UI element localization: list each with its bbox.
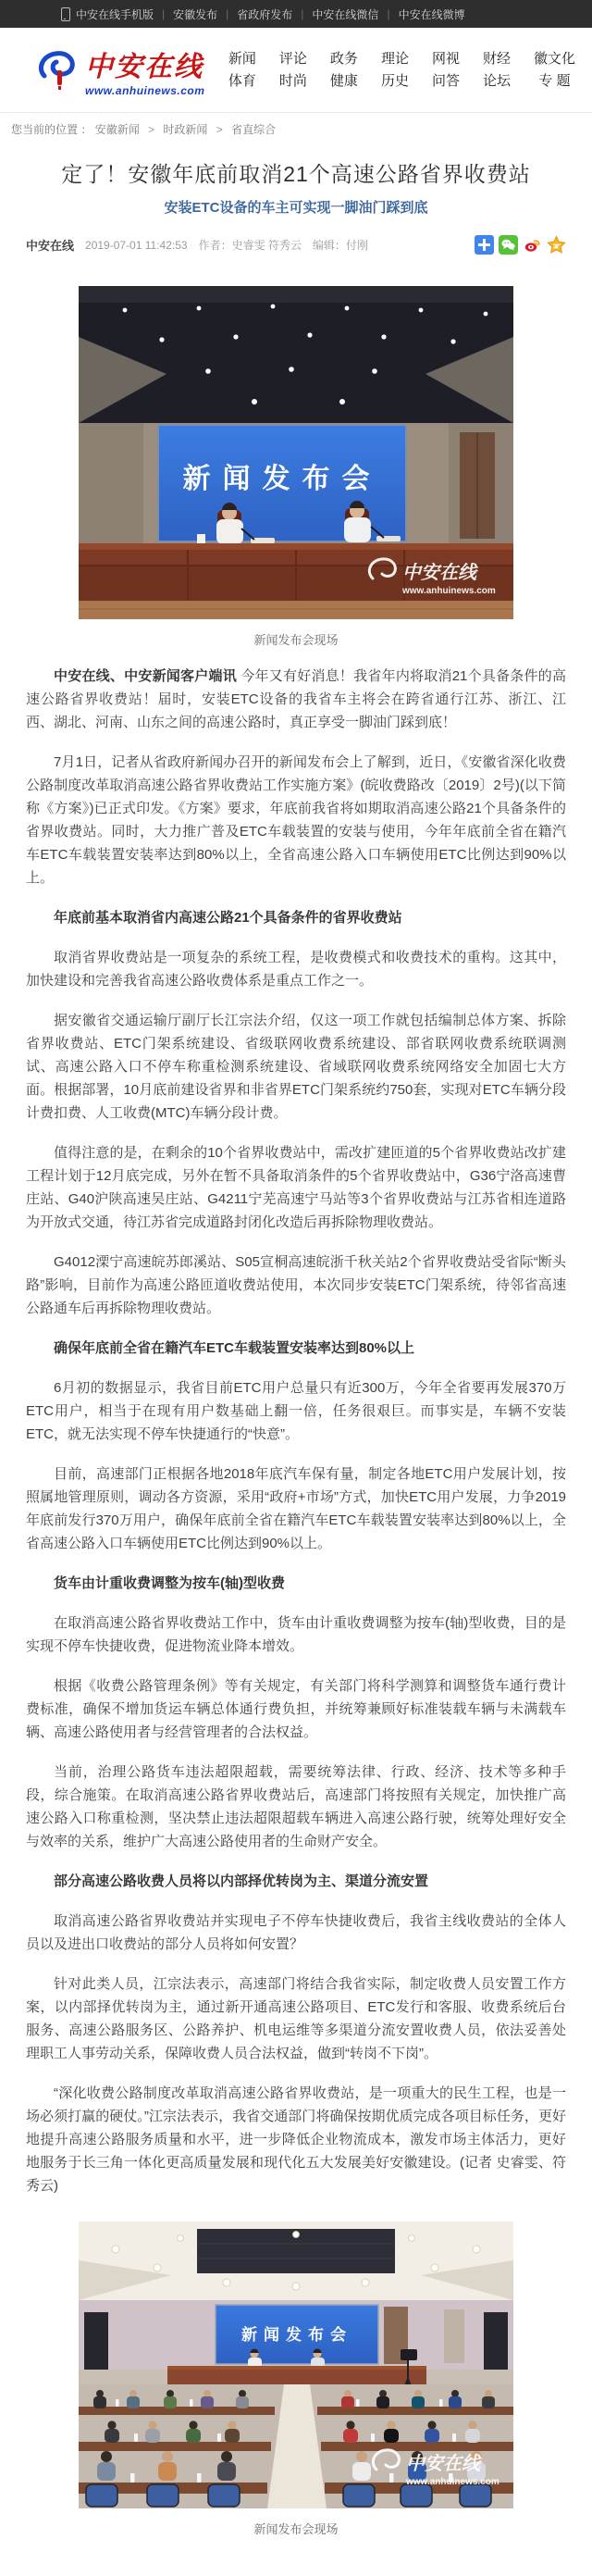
nav-item-finance-forum[interactable]: 财经 论坛 [482,51,511,89]
paragraph: 当前，治理公路货车违法超限超载，需要统筹法律、行政、经济、技术等多种手段，综合施策。在取消高速公路省界收费站后，高速部门将按照有关规定，加快推广高速公路入口称重检测，坚决禁止违法超限超载车辆进入高速公路行驶，统筹处理好安全与效率的关系，维护广大高速公路使用者的生命财产安全。 [26,1764,566,1849]
section-heading-2: 确保年底前全省在籍汽车ETC车载装置安装率达到80%以上 [54,1340,415,1356]
photo-caption-2: 新闻发布会现场 [253,2522,339,2536]
article-photo-press-conference-1 [79,286,513,619]
topbar-link-anhui-fabu[interactable]: 安徽发布 [173,7,218,21]
site-logo[interactable] [35,44,204,96]
paragraph: 针对此类人员，江宗法表示，高速部门将结合我省实际，制定收费人员安置工作方案，以内部择优转岗为主，通过新开通高速公路项目、ETC发行和客服、收费系统后台服务、高速公路服务区、公路养护、机电运维等多渠道分流安置收费人员，依法妥善处理职工人事劳动关系，保障收费人员合法权益，做到“转岗不下岗”。 [26,1976,566,2061]
screen-banner-text: 新闻发布会 [241,2326,352,2344]
topbar-link-wechat[interactable]: 中安在线微信 [312,7,379,21]
paragraph: 取消省界收费站是一项复杂的系统工程，是收费模式和收费技术的重构。这其中，加快建设和完善我省高速公路收费体系是重点工作之一。 [26,950,566,989]
press-conference-photo-2 [79,2221,513,2508]
paragraph: 值得注意的是，在剩余的10个省界收费站中，需改扩建匝道的5个省界收费站改扩建工程计划于12月底完成，另外在暂不具备取消条件的5个省界收费站中，G36宁洛高速曹庄站、G40沪陕高速吴庄站、G4211宁芜高速宁马站等3个省界收费站与江苏省相连道路为开放式交通，待江苏省完成道路封闭化改造后再拆除物理收费站。 [26,1145,566,1230]
breadcrumb [0,113,592,144]
logo-swirl-icon [35,44,83,93]
paragraph: G4012溧宁高速皖苏郎溪站、S05宣桐高速皖浙千秋关站2个省界收费站受省际“断头路”影响，目前作为高速公路匝道收费站使用，本次同步安装ETC门架系统，待邻省高速公路通车后再拆除物理收费站。 [26,1254,566,1316]
nav-item-theory-history[interactable]: 理论 历史 [380,51,409,89]
watermark-url: www.anhuinews.com [402,586,496,596]
topbar-link-weibo[interactable]: 中安在线微博 [398,7,465,21]
article-meta [26,231,566,262]
divider: | [226,7,229,20]
article-lead-source: 中安在线、中安新闻客户端讯 [54,668,237,684]
watermark-title: 中安在线 [402,563,476,583]
screen-banner-text: 新闻发布会 [182,464,382,494]
site-header [0,28,592,113]
breadcrumb-link-politics-news[interactable]: 时政新闻 [163,123,208,136]
logo-title: 中安在线 [85,50,204,83]
meta-author: 作者：史睿雯 符秀云 [198,239,302,252]
paragraph: 7月1日，记者从省政府新闻办召开的新闻发布会上了解到，近日，《安徽省深化收费公路制度改革取消高速公路省界收费站工作实施方案》(皖收费路改〔2019〕2号)(以下简称《方案》)已正式印发。《方案》要求，年底前我省将如期取消高速公路21个具备条件的省界收费站。同时，大力推广普及ETC车载装置的安装与使用，今年年底前全省在籍汽车ETC车载装置安装率达到80%以上，全省高速公路入口车辆使用ETC比例达到90%以上。 [26,754,566,886]
watermark-title: 中安在线 [406,2454,480,2474]
meta-datetime: 2019-07-01 11:42:53 [85,238,188,252]
breadcrumb-link-anhui-news[interactable]: 安徽新闻 [94,123,140,136]
article [0,157,592,2561]
weibo-share-icon[interactable] [523,235,542,255]
divider: | [387,7,390,20]
article-subtitle: 安装ETC设备的车主可实现一脚油门踩到底 [164,200,428,216]
nav-item-comment-fashion[interactable]: 评论 时尚 [278,51,307,89]
breadcrumb-prefix: 您当前的位置 ： [11,123,92,136]
meta-editor: 编辑：付刚 [312,239,368,252]
paragraph: 目前，高速部门正根据各地2018年底汽车保有量，制定各地ETC用户发展计划，按照属地管理原则，调动各方资源，采用“政府+市场”方式，加快ETC用户发展，力争2019年底前发行370万用户，确保年底前全省在籍汽车ETC车载装置安装率达到80%以上，全省高速公路入口车辆使用ETC比例达到90%以上。 [26,1466,566,1551]
section-heading-3: 货车由计重收费调整为按车(轴)型收费 [54,1575,285,1591]
paragraph: 在取消高速公路省界收费站工作中，货车由计重收费调整为按车(轴)型收费，目的是实现不停车快捷收费，促进物流业降本增效。 [26,1615,566,1654]
press-conference-photo-1 [79,286,513,619]
paragraph: “深化收费公路制度改革取消高速公路省界收费站，是一项重大的民生工程，也是一场必须打赢的硬仗。”江宗法表示，我省交通部门将确保按期优质完成各项目标任务，更好地提升高速公路服务质量和水平，进一步降低企业物流成本，激发市场主体活力，更好地服务于长三角一体化更高质量发展和现代化五大发展美好安徽建设。(记者 史睿雯、符秀云) [26,2085,566,2194]
paragraph: 中安在线、中安新闻客户端讯 今年又有好消息！我省年内将取消21个具备条件的高速公路省界收费站！届时，安装ETC设备的我省车主将会在跨省通行江苏、浙江、江西、湖北、河南、山东之间的高速公路时，真正享受一脚油门踩到底！ [26,668,566,730]
mobile-phone-icon [61,7,70,21]
logo-url: www.anhuinews.com [85,83,205,97]
topbar-link-gov-fabu[interactable]: 省政府发布 [237,7,293,21]
watermark-url: www.anhuinews.com [406,2477,500,2487]
qzone-share-icon[interactable] [547,235,566,255]
share-toolbar [475,235,566,255]
share-more-icon[interactable] [475,235,494,255]
paragraph: 据安徽省交通运输厅副厅长江宗法介绍，仅这一项工作就包括编制总体方案、拆除省界收费站、ETC门架系统建设、省级联网收费系统建设、部省联网收费系统联调测试、高速公路入口不停车称重检测系统建设、省域联网收费系统网络安全加固七大方面。根据部署，10月底前建设省界和非省界ETC门架系统约750套，实现对ETC车辆分段计费扣费、人工收费(MTC)车辆分段计费。 [26,1013,566,1121]
topbar-link-mobile[interactable]: 中安在线手机版 [76,7,154,21]
breadcrumb-separator: > [148,123,155,136]
breadcrumb-separator: > [216,123,223,136]
main-nav [228,48,575,92]
top-utility-bar [0,0,592,28]
page-title: 定了！安徽年底前取消21个高速公路省界收费站 [61,162,531,186]
meta-source: 中安在线 [26,239,75,253]
article-photo-press-conference-2 [79,2221,513,2508]
section-heading-1: 年底前基本取消省内高速公路21个具备条件的省界收费站 [54,910,402,926]
nav-item-video-qa[interactable]: 网视 问答 [431,51,460,89]
paragraph: 根据《收费公路管理条例》等有关规定，有关部门将科学测算和调整货车通行费计费标准，确保不增加货运车辆总体通行费负担，并统筹兼顾好标准装载车辆与未满载车辆、高速公路使用者与经营管理者的合法权益。 [26,1678,566,1740]
divider: | [301,7,304,20]
wechat-share-icon[interactable] [499,235,518,255]
divider: | [162,7,166,20]
nav-item-news-sports[interactable]: 新闻 体育 [228,51,256,89]
nav-item-gov-health[interactable]: 政务 健康 [329,51,358,89]
paragraph: 取消高速公路省界收费站并实现电子不停车快捷收费后，我省主线收费站的全体人员以及进出口收费站的部分人员将如何安置？ [26,1913,566,1952]
breadcrumb-link-province-general[interactable]: 省直综合 [231,123,277,136]
paragraph: 6月初的数据显示，我省目前ETC用户总量只有近300万，今年全省要再发展370万ETC用户，相当于在现有用户数基础上翻一倍，任务很艰巨。而事实是，车辆不安装ETC，就无法实现不停车快捷通行的“快意”。 [26,1380,566,1442]
photo-caption-1: 新闻发布会现场 [253,633,339,647]
nav-item-culture-special[interactable]: 徽文化 专 题 [533,51,575,89]
section-heading-4: 部分高速公路收费人员将以内部择优转岗为主、渠道分流安置 [54,1873,429,1889]
article-body [26,665,566,2197]
